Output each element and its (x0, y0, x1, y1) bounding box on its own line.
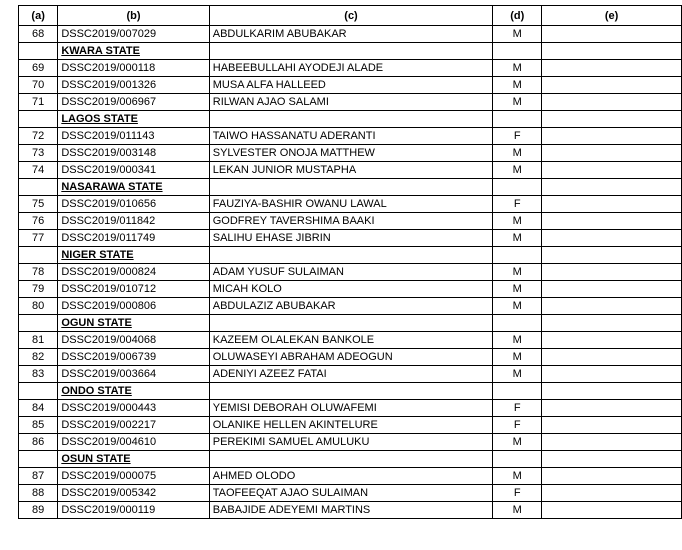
column-header-c: (c) (209, 6, 493, 26)
remarks-cell (542, 196, 682, 213)
remarks-cell (542, 332, 682, 349)
candidate-name-cell: AHMED OLODO (209, 468, 493, 485)
registration-number-cell: DSSC2019/006967 (58, 94, 209, 111)
table-row (19, 94, 682, 111)
serial-number-cell: 72 (19, 128, 58, 145)
serial-number-cell: 84 (19, 400, 58, 417)
candidate-name-cell: ADAM YUSUF SULAIMAN (209, 264, 493, 281)
gender-cell: F (493, 417, 542, 434)
table-row (19, 349, 682, 366)
remarks-cell (542, 366, 682, 383)
remarks-cell (542, 264, 682, 281)
serial-number-cell: 89 (19, 502, 58, 519)
gender-cell: M (493, 332, 542, 349)
table-row (19, 196, 682, 213)
remarks-cell (542, 77, 682, 94)
registration-number-cell: DSSC2019/004068 (58, 332, 209, 349)
gender-cell: M (493, 468, 542, 485)
remarks-cell (542, 400, 682, 417)
state-name-cell: LAGOS STATE (58, 111, 209, 128)
gender-cell (493, 179, 542, 196)
serial-number-cell: 87 (19, 468, 58, 485)
registration-number-cell: DSSC2019/000806 (58, 298, 209, 315)
table-row (19, 128, 682, 145)
registration-number-cell: DSSC2019/000119 (58, 502, 209, 519)
serial-number-cell: 86 (19, 434, 58, 451)
serial-number-cell: 75 (19, 196, 58, 213)
remarks-cell (542, 145, 682, 162)
remarks-cell (542, 434, 682, 451)
gender-cell: M (493, 264, 542, 281)
gender-cell: M (493, 366, 542, 383)
remarks-cell (542, 179, 682, 196)
registration-number-cell: DSSC2019/000341 (58, 162, 209, 179)
candidate-name-cell: FAUZIYA-BASHIR OWANU LAWAL (209, 196, 493, 213)
state-name-cell: OSUN STATE (58, 451, 209, 468)
serial-number-cell (19, 247, 58, 264)
candidate-name-cell (209, 43, 493, 60)
registration-number-cell: DSSC2019/007029 (58, 26, 209, 43)
serial-number-cell: 78 (19, 264, 58, 281)
table-row (19, 434, 682, 451)
state-name-cell: NASARAWA STATE (58, 179, 209, 196)
registration-number-cell: DSSC2019/000118 (58, 60, 209, 77)
remarks-cell (542, 315, 682, 332)
remarks-cell (542, 417, 682, 434)
state-header-row (19, 179, 682, 196)
serial-number-cell (19, 111, 58, 128)
registration-number-cell: DSSC2019/005342 (58, 485, 209, 502)
serial-number-cell (19, 43, 58, 60)
candidate-name-cell (209, 247, 493, 264)
registration-number-cell: DSSC2019/000824 (58, 264, 209, 281)
column-header-d: (d) (493, 6, 542, 26)
candidate-name-cell (209, 111, 493, 128)
remarks-cell (542, 128, 682, 145)
serial-number-cell: 82 (19, 349, 58, 366)
serial-number-cell: 77 (19, 230, 58, 247)
state-name-cell: KWARA STATE (58, 43, 209, 60)
registration-number-cell: DSSC2019/006739 (58, 349, 209, 366)
candidate-name-cell: GODFREY TAVERSHIMA BAAKI (209, 213, 493, 230)
gender-cell (493, 111, 542, 128)
gender-cell (493, 315, 542, 332)
gender-cell: M (493, 60, 542, 77)
state-header-row (19, 383, 682, 400)
gender-cell (493, 247, 542, 264)
serial-number-cell (19, 383, 58, 400)
table-body (19, 26, 682, 519)
registration-number-cell: DSSC2019/003148 (58, 145, 209, 162)
table-row (19, 298, 682, 315)
registration-number-cell: DSSC2019/000075 (58, 468, 209, 485)
registration-number-cell: DSSC2019/011842 (58, 213, 209, 230)
candidate-name-cell (209, 383, 493, 400)
state-name-cell: ONDO STATE (58, 383, 209, 400)
table-row (19, 26, 682, 43)
table-row (19, 264, 682, 281)
gender-cell (493, 383, 542, 400)
registration-number-cell: DSSC2019/010712 (58, 281, 209, 298)
candidate-name-cell: LEKAN JUNIOR MUSTAPHA (209, 162, 493, 179)
serial-number-cell: 68 (19, 26, 58, 43)
candidate-name-cell: OLUWASEYI ABRAHAM ADEOGUN (209, 349, 493, 366)
registration-number-cell: DSSC2019/011749 (58, 230, 209, 247)
table-row (19, 162, 682, 179)
column-header-a: (a) (19, 6, 58, 26)
gender-cell: F (493, 196, 542, 213)
gender-cell: M (493, 281, 542, 298)
gender-cell: M (493, 94, 542, 111)
serial-number-cell: 83 (19, 366, 58, 383)
remarks-cell (542, 213, 682, 230)
serial-number-cell: 88 (19, 485, 58, 502)
serial-number-cell (19, 315, 58, 332)
remarks-cell (542, 60, 682, 77)
candidate-list-table (18, 5, 682, 519)
candidate-name-cell: BABAJIDE ADEYEMI MARTINS (209, 502, 493, 519)
table-row (19, 281, 682, 298)
registration-number-cell: DSSC2019/000443 (58, 400, 209, 417)
remarks-cell (542, 298, 682, 315)
serial-number-cell (19, 451, 58, 468)
candidate-name-cell: PEREKIMI SAMUEL AMULUKU (209, 434, 493, 451)
registration-number-cell: DSSC2019/002217 (58, 417, 209, 434)
candidate-name-cell: SYLVESTER ONOJA MATTHEW (209, 145, 493, 162)
remarks-cell (542, 43, 682, 60)
gender-cell: M (493, 298, 542, 315)
registration-number-cell: DSSC2019/004610 (58, 434, 209, 451)
state-header-row (19, 247, 682, 264)
serial-number-cell: 69 (19, 60, 58, 77)
table-row (19, 502, 682, 519)
table-row (19, 60, 682, 77)
gender-cell: M (493, 26, 542, 43)
candidate-name-cell: MUSA ALFA HALLEED (209, 77, 493, 94)
gender-cell: M (493, 213, 542, 230)
table-row (19, 230, 682, 247)
registration-number-cell: DSSC2019/011143 (58, 128, 209, 145)
candidate-name-cell: TAIWO HASSANATU ADERANTI (209, 128, 493, 145)
state-header-row (19, 315, 682, 332)
remarks-cell (542, 485, 682, 502)
serial-number-cell: 73 (19, 145, 58, 162)
table-row (19, 213, 682, 230)
gender-cell: M (493, 349, 542, 366)
serial-number-cell: 85 (19, 417, 58, 434)
table-row (19, 485, 682, 502)
header-row (19, 6, 682, 26)
gender-cell: F (493, 400, 542, 417)
table-row (19, 366, 682, 383)
gender-cell: M (493, 434, 542, 451)
table-row (19, 468, 682, 485)
candidate-name-cell (209, 179, 493, 196)
registration-number-cell: DSSC2019/001326 (58, 77, 209, 94)
candidate-name-cell: ABDULAZIZ ABUBAKAR (209, 298, 493, 315)
gender-cell: M (493, 502, 542, 519)
gender-cell: M (493, 162, 542, 179)
gender-cell: F (493, 128, 542, 145)
serial-number-cell: 76 (19, 213, 58, 230)
remarks-cell (542, 247, 682, 264)
serial-number-cell: 79 (19, 281, 58, 298)
table-row (19, 332, 682, 349)
candidate-name-cell: KAZEEM OLALEKAN BANKOLE (209, 332, 493, 349)
candidate-name-cell (209, 451, 493, 468)
remarks-cell (542, 162, 682, 179)
table-row (19, 417, 682, 434)
remarks-cell (542, 468, 682, 485)
candidate-name-cell: HABEEBULLAHI AYODEJI ALADE (209, 60, 493, 77)
candidate-name-cell: ABDULKARIM ABUBAKAR (209, 26, 493, 43)
candidate-name-cell: RILWAN AJAO SALAMI (209, 94, 493, 111)
registration-number-cell: DSSC2019/003664 (58, 366, 209, 383)
candidate-name-cell: MICAH KOLO (209, 281, 493, 298)
remarks-cell (542, 26, 682, 43)
gender-cell (493, 451, 542, 468)
state-name-cell: NIGER STATE (58, 247, 209, 264)
serial-number-cell: 70 (19, 77, 58, 94)
gender-cell: F (493, 485, 542, 502)
state-header-row (19, 111, 682, 128)
gender-cell: M (493, 145, 542, 162)
remarks-cell (542, 349, 682, 366)
state-name-cell: OGUN STATE (58, 315, 209, 332)
remarks-cell (542, 383, 682, 400)
candidate-name-cell (209, 315, 493, 332)
table-row (19, 77, 682, 94)
remarks-cell (542, 451, 682, 468)
serial-number-cell: 81 (19, 332, 58, 349)
remarks-cell (542, 502, 682, 519)
candidate-name-cell: ADENIYI AZEEZ FATAI (209, 366, 493, 383)
table-row (19, 400, 682, 417)
gender-cell: M (493, 230, 542, 247)
gender-cell (493, 43, 542, 60)
candidate-name-cell: OLANIKE HELLEN AKINTELURE (209, 417, 493, 434)
serial-number-cell: 80 (19, 298, 58, 315)
serial-number-cell: 71 (19, 94, 58, 111)
state-header-row (19, 43, 682, 60)
remarks-cell (542, 281, 682, 298)
remarks-cell (542, 94, 682, 111)
column-header-e: (e) (542, 6, 682, 26)
serial-number-cell (19, 179, 58, 196)
candidate-name-cell: SALIHU EHASE JIBRIN (209, 230, 493, 247)
candidate-name-cell: TAOFEEQAT AJAO SULAIMAN (209, 485, 493, 502)
table-row (19, 145, 682, 162)
column-header-b: (b) (58, 6, 209, 26)
remarks-cell (542, 111, 682, 128)
gender-cell: M (493, 77, 542, 94)
remarks-cell (542, 230, 682, 247)
candidate-name-cell: YEMISI DEBORAH OLUWAFEMI (209, 400, 493, 417)
serial-number-cell: 74 (19, 162, 58, 179)
registration-number-cell: DSSC2019/010656 (58, 196, 209, 213)
state-header-row (19, 451, 682, 468)
